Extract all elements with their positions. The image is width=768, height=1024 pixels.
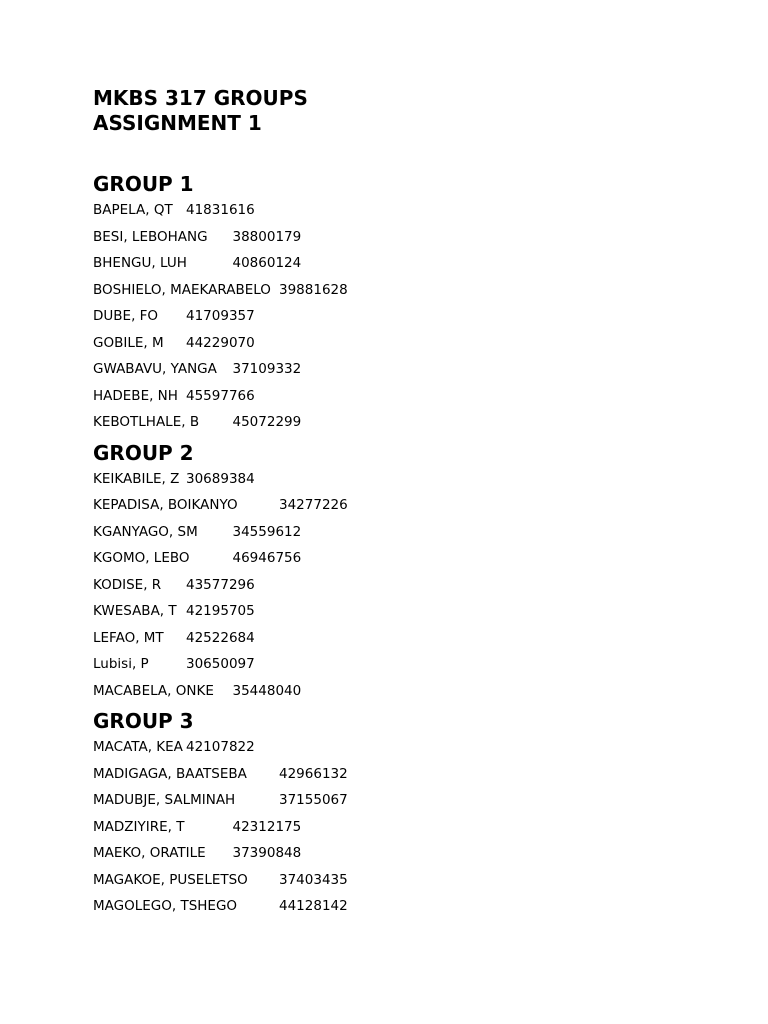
member-name: KEIKABILE, Z bbox=[93, 470, 180, 487]
member-row bbox=[93, 630, 733, 657]
member-row bbox=[93, 388, 733, 415]
group-heading: GROUP 1 bbox=[93, 172, 194, 196]
student-number: 30650097 bbox=[186, 656, 255, 672]
student-number: 37155067 bbox=[279, 792, 348, 808]
member-row bbox=[93, 202, 733, 229]
member-row bbox=[93, 819, 733, 846]
member-row bbox=[93, 683, 733, 710]
member-row bbox=[93, 335, 733, 362]
student-number: 34277226 bbox=[279, 497, 348, 513]
student-number: 41709357 bbox=[186, 308, 255, 324]
group-section bbox=[93, 709, 733, 925]
member-row bbox=[93, 497, 733, 524]
member-name: MAGOLEGO, TSHEGO bbox=[93, 898, 238, 914]
member-name: MAGAKOE, PUSELETSO bbox=[93, 871, 248, 888]
member-name: MACATA, KEA bbox=[93, 739, 183, 755]
member-name: BESI, LEBOHANG bbox=[93, 228, 208, 245]
title-line-1: MKBS 317 GROUPS bbox=[93, 86, 308, 110]
member-row bbox=[93, 308, 733, 335]
document-title bbox=[93, 86, 733, 136]
student-number: 41831616 bbox=[186, 202, 255, 218]
student-number: 42107822 bbox=[186, 739, 255, 755]
member-name: KEPADISA, BOIKANYO bbox=[93, 497, 238, 513]
member-list bbox=[93, 202, 733, 441]
student-number: 40860124 bbox=[232, 255, 302, 271]
member-name: BOSHIELO, MAEKARABELO bbox=[93, 281, 271, 298]
member-row bbox=[93, 229, 733, 256]
groups-container bbox=[93, 172, 733, 925]
student-number: 38800179 bbox=[232, 228, 302, 245]
member-name: BHENGU, LUH bbox=[93, 255, 187, 271]
student-number: 46946756 bbox=[232, 550, 302, 566]
member-name: MADZIYIRE, T bbox=[93, 818, 185, 835]
member-row bbox=[93, 739, 733, 766]
member-name: MACABELA, ONKE bbox=[93, 682, 214, 699]
member-row bbox=[93, 603, 733, 630]
member-row bbox=[93, 792, 733, 819]
member-row bbox=[93, 282, 733, 309]
member-row bbox=[93, 255, 733, 282]
member-name: MAEKO, ORATILE bbox=[93, 845, 206, 861]
title-line-2: ASSIGNMENT 1 bbox=[93, 111, 262, 135]
member-name: KGOMO, LEBO bbox=[93, 550, 190, 566]
student-number: 44128142 bbox=[279, 898, 348, 914]
member-row bbox=[93, 656, 733, 683]
member-row bbox=[93, 414, 733, 441]
group-section bbox=[93, 172, 733, 441]
student-number: 35448040 bbox=[232, 682, 302, 699]
group-heading: GROUP 3 bbox=[93, 709, 194, 733]
student-number: 43577296 bbox=[186, 576, 255, 593]
student-number: 42966132 bbox=[279, 765, 348, 782]
student-number: 37109332 bbox=[232, 361, 302, 377]
student-number: 30689384 bbox=[186, 470, 255, 487]
member-name: BAPELA, QT bbox=[93, 202, 173, 218]
student-number: 45072299 bbox=[232, 414, 302, 430]
member-row bbox=[93, 361, 733, 388]
member-name: KODISE, R bbox=[93, 576, 162, 593]
student-number: 39881628 bbox=[279, 281, 348, 298]
student-number: 42195705 bbox=[186, 603, 255, 619]
member-row bbox=[93, 766, 733, 793]
student-number: 42522684 bbox=[186, 629, 255, 646]
member-name: DUBE, FO bbox=[93, 308, 159, 324]
member-name: GOBILE, M bbox=[93, 334, 164, 351]
member-name: KGANYAGO, SM bbox=[93, 523, 198, 540]
member-row bbox=[93, 898, 733, 925]
member-name: KWESABA, T bbox=[93, 603, 177, 619]
member-name: LEFAO, MT bbox=[93, 629, 164, 646]
group-section bbox=[93, 441, 733, 710]
student-number: 45597766 bbox=[186, 387, 255, 404]
member-name: MADIGAGA, BAATSEBA bbox=[93, 765, 247, 782]
member-name: HADEBE, NH bbox=[93, 387, 178, 404]
member-list bbox=[93, 739, 733, 925]
member-list bbox=[93, 471, 733, 710]
student-number: 37390848 bbox=[232, 845, 302, 861]
member-name: Lubisi, P bbox=[93, 656, 149, 672]
member-name: MADUBJE, SALMINAH bbox=[93, 792, 236, 808]
member-row bbox=[93, 524, 733, 551]
member-name: GWABAVU, YANGA bbox=[93, 361, 217, 377]
document-page bbox=[93, 86, 733, 925]
member-row bbox=[93, 872, 733, 899]
member-row bbox=[93, 577, 733, 604]
member-row bbox=[93, 550, 733, 577]
student-number: 44229070 bbox=[186, 334, 255, 351]
student-number: 37403435 bbox=[279, 871, 348, 888]
member-row bbox=[93, 471, 733, 498]
group-heading: GROUP 2 bbox=[93, 440, 194, 465]
student-number: 42312175 bbox=[232, 818, 302, 835]
member-row bbox=[93, 845, 733, 872]
student-number: 34559612 bbox=[232, 523, 302, 540]
member-name: KEBOTLHALE, B bbox=[93, 414, 200, 430]
